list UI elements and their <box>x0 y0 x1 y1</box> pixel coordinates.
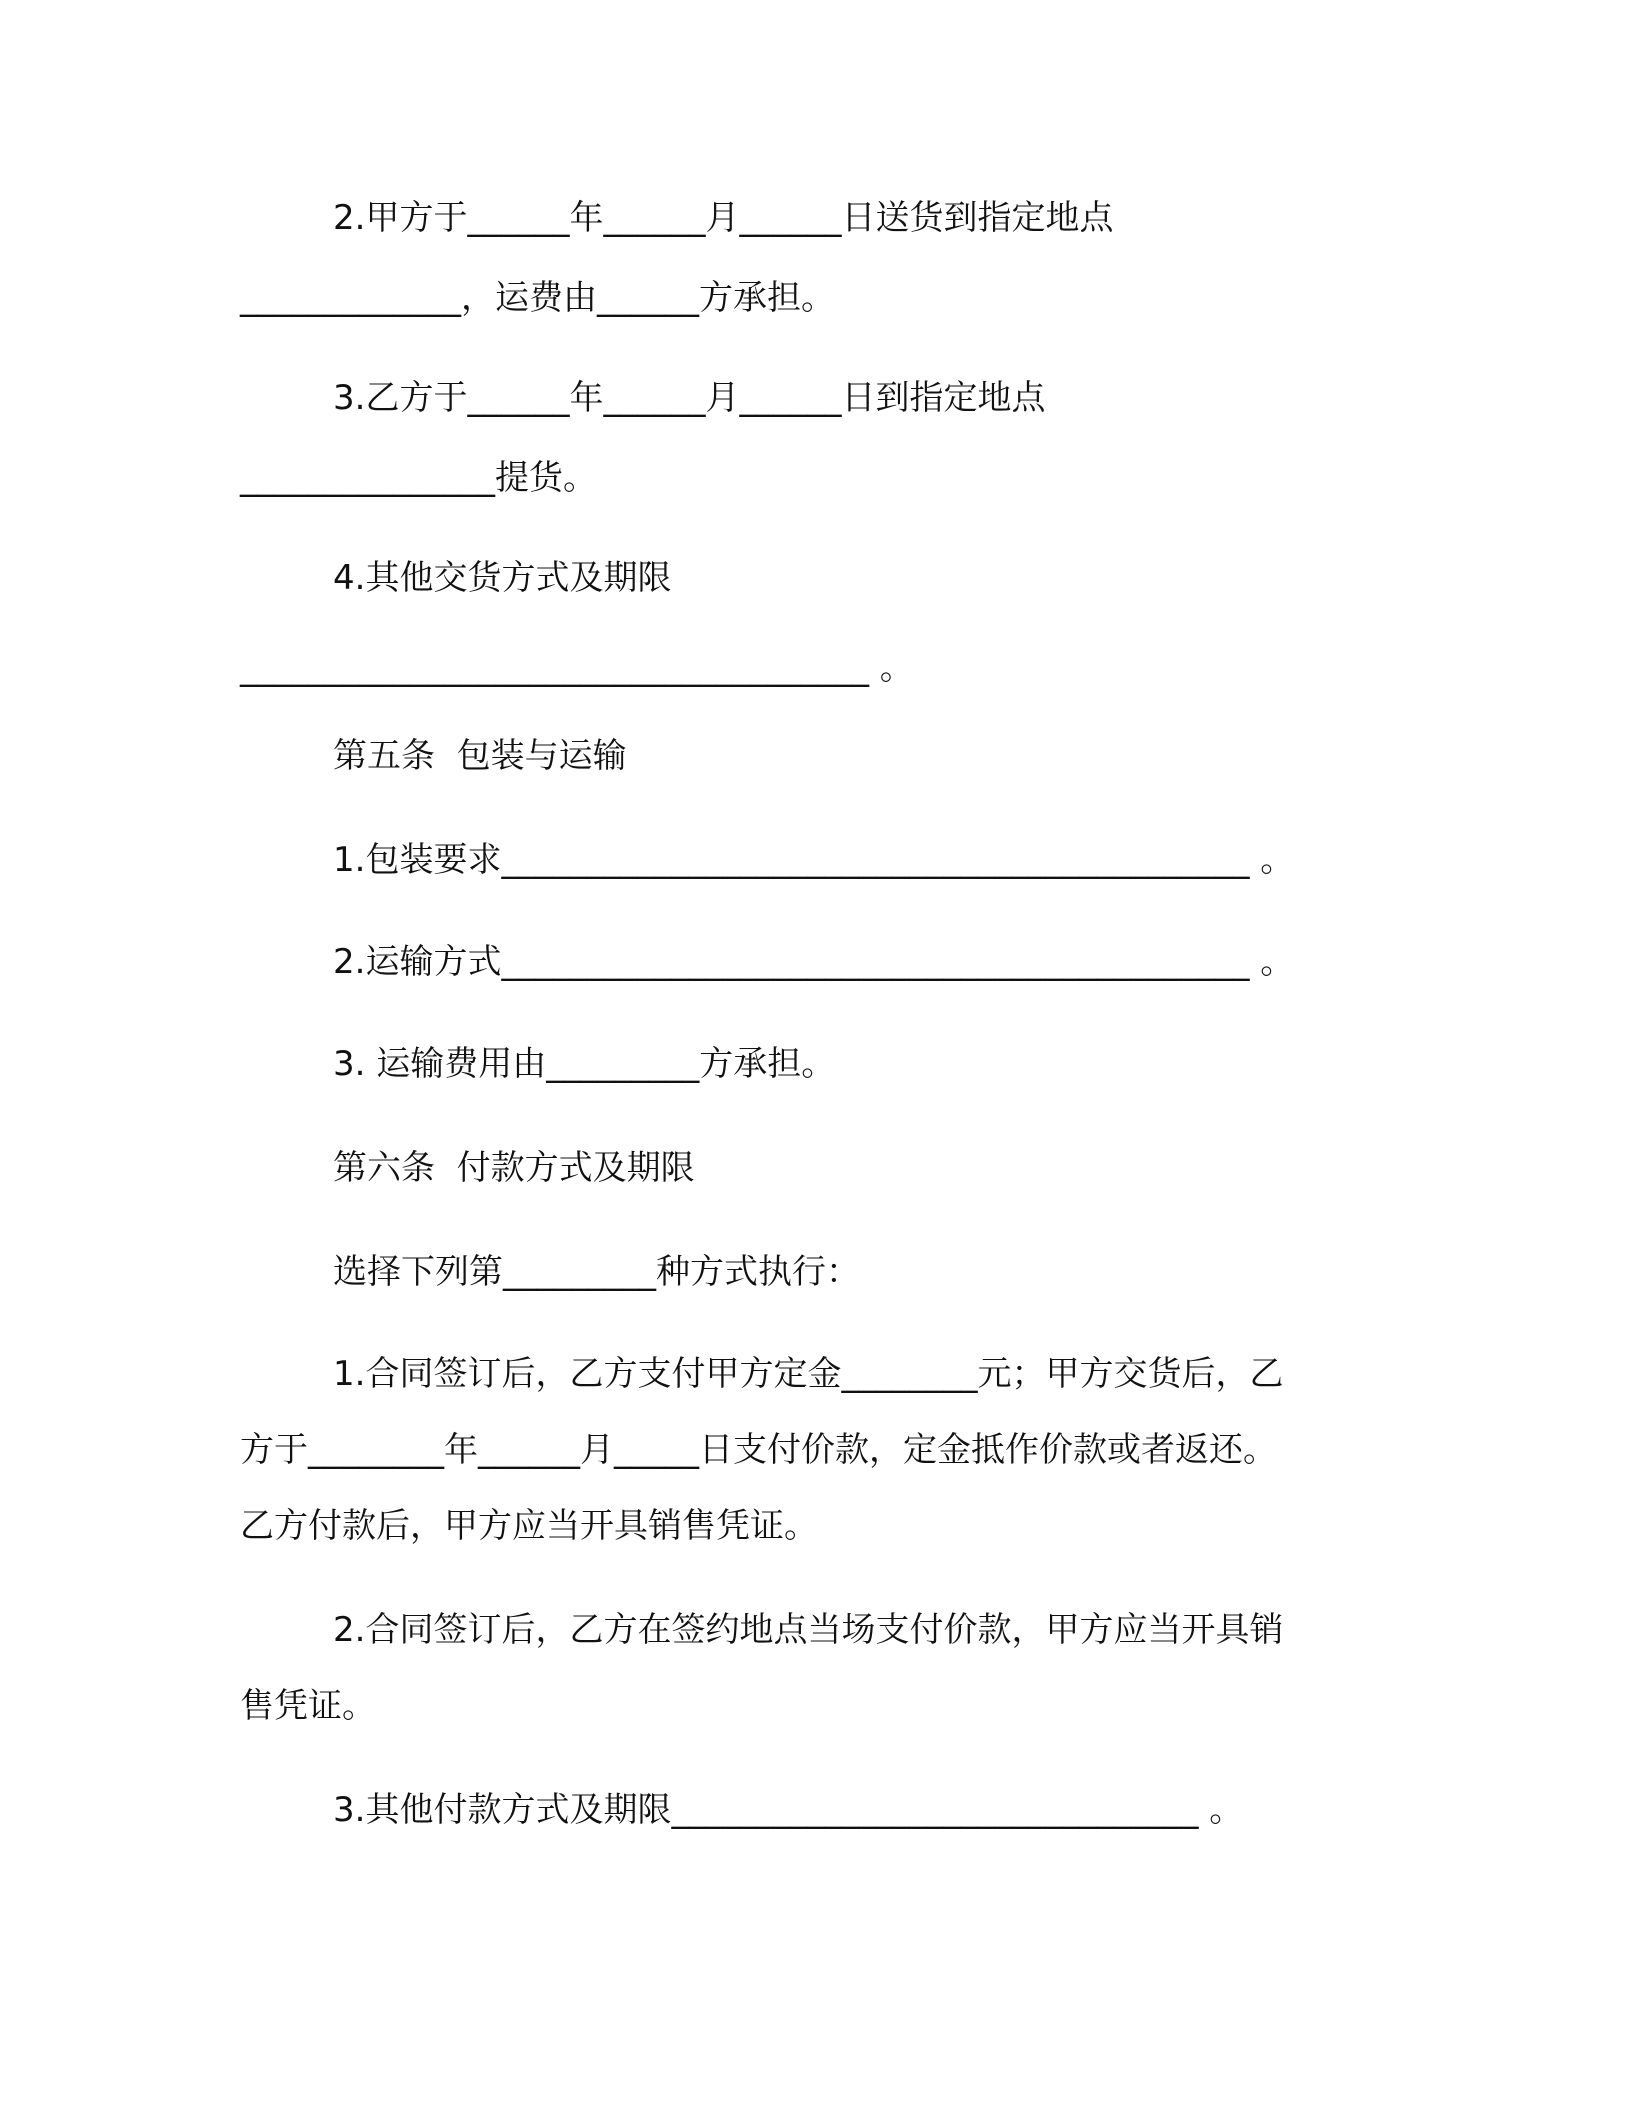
payment-option-1-line-2: 方于________年______月_____日支付价款，定金抵作价款或者返还。 <box>240 1430 1277 1470</box>
payment-option-3: 3.其他付款方式及期限_______________________________ 。 <box>333 1790 1244 1830</box>
payment-choice: 选择下列第_________种方式执行： <box>333 1252 860 1292</box>
transport-cost: 3. 运输费用由_________方承担。 <box>333 1044 836 1084</box>
payment-option-2-line-1: 2.合同签订后，乙方在签约地点当场支付价款，甲方应当开具销 <box>333 1610 1284 1650</box>
delivery-clause-2-line-1: 2.甲方于______年______月______日送货到指定地点 <box>333 198 1114 238</box>
transport-method: 2.运输方式____________________________________________ 。 <box>333 942 1295 982</box>
delivery-clause-4-line-2: _____________________________________ 。 <box>240 648 914 688</box>
payment-option-1-line-3: 乙方付款后，甲方应当开具销售凭证。 <box>240 1506 818 1546</box>
delivery-clause-3-line-1: 3.乙方于______年______月______日到指定地点 <box>333 378 1046 418</box>
packaging-requirement: 1.包装要求____________________________________________ 。 <box>333 840 1295 880</box>
article-5-heading: 第五条 包装与运输 <box>333 736 627 776</box>
delivery-clause-2-line-2: _____________，运费由______方承担。 <box>240 278 835 318</box>
delivery-clause-4-line-1: 4.其他交货方式及期限 <box>333 558 672 598</box>
article-6-heading: 第六条 付款方式及期限 <box>333 1148 695 1188</box>
delivery-clause-3-line-2: _______________提货。 <box>240 458 597 498</box>
payment-option-2-line-2: 售凭证。 <box>240 1686 376 1726</box>
payment-option-1-line-1: 1.合同签订后，乙方支付甲方定金________元；甲方交货后，乙 <box>333 1354 1284 1394</box>
